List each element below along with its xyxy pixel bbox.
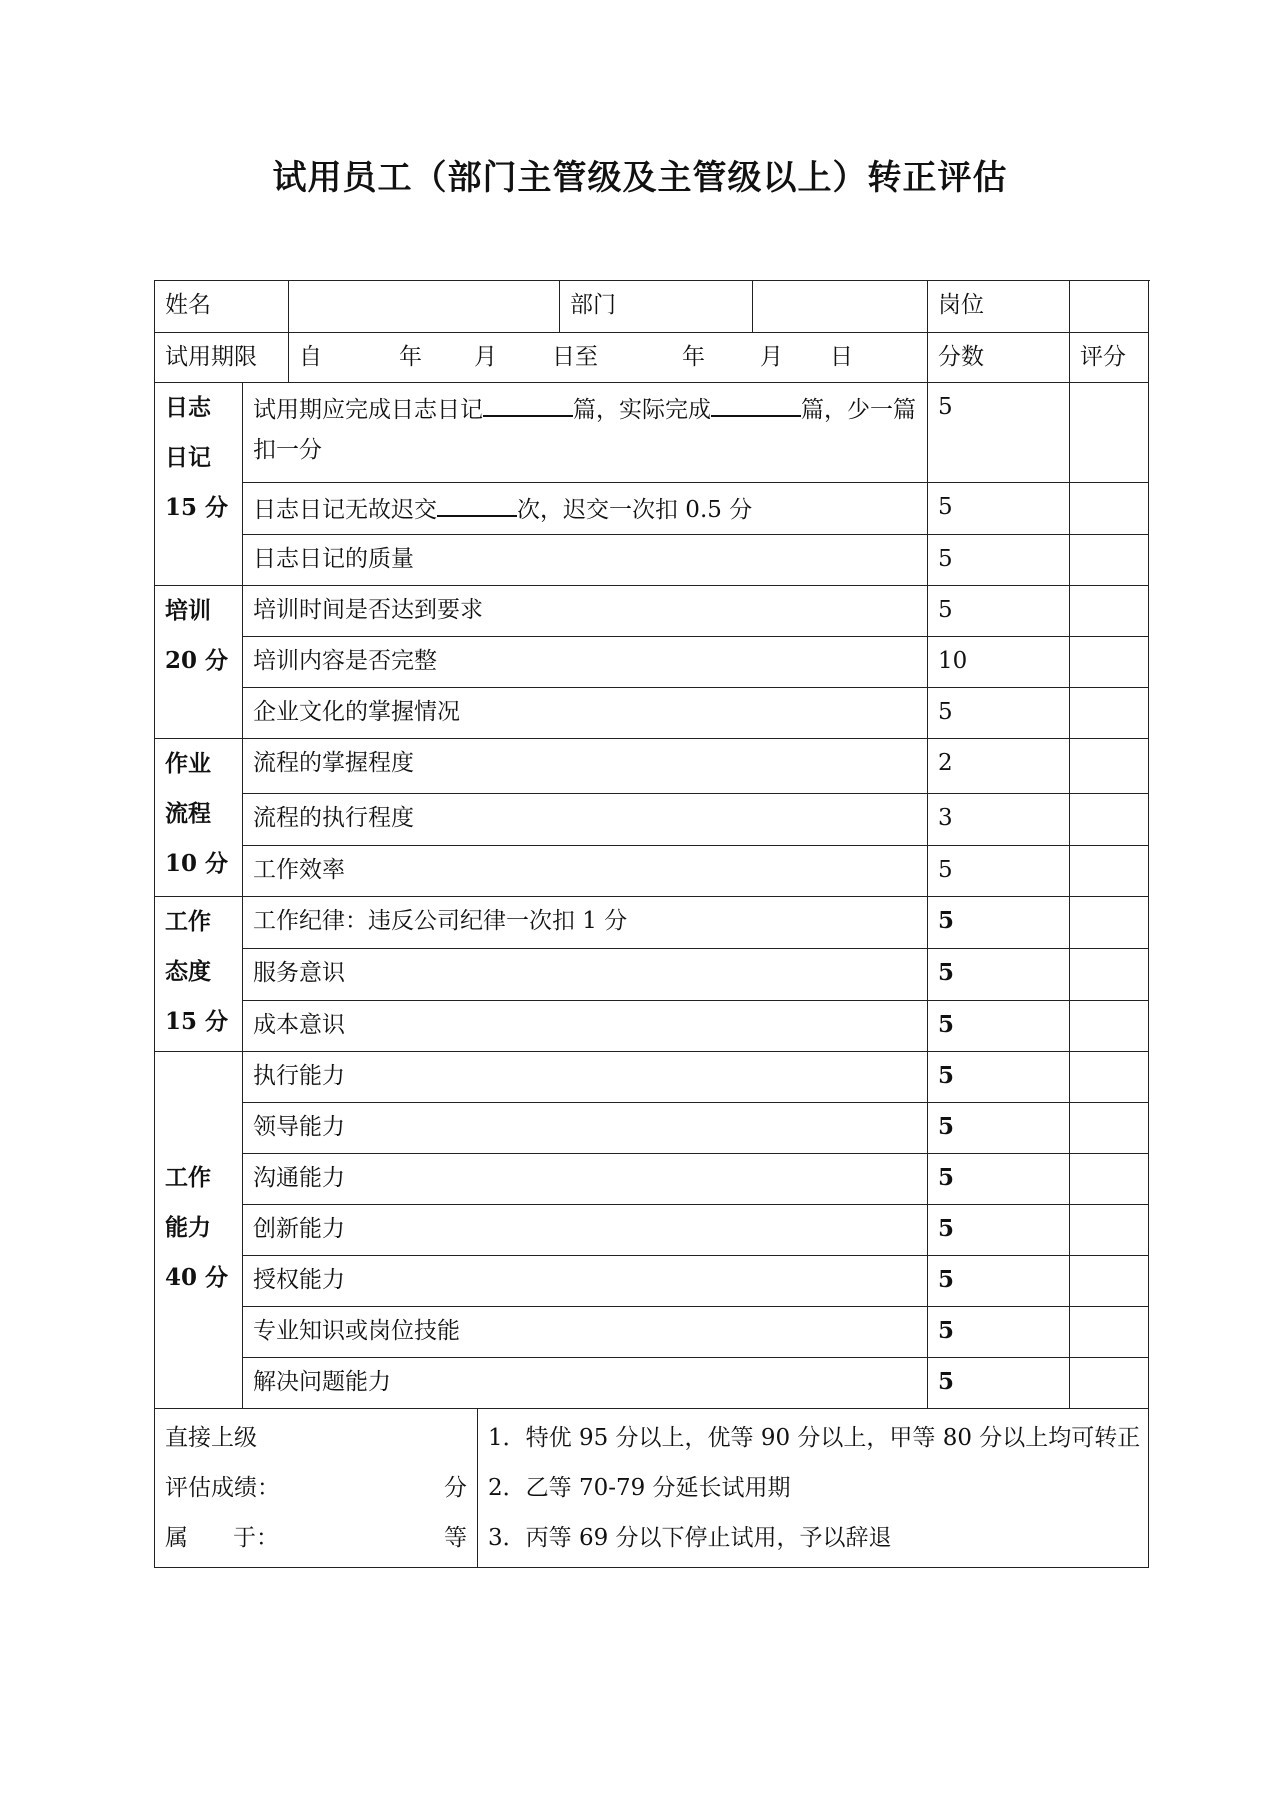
criterion-text: 创新能力 bbox=[243, 1205, 928, 1256]
category-attitude bbox=[155, 897, 243, 1052]
criterion-score: 5 bbox=[928, 846, 1070, 897]
rating-cell[interactable] bbox=[1070, 897, 1149, 949]
criterion-score: 5 bbox=[928, 483, 1070, 535]
criterion-text: 流程的执行程度 bbox=[243, 794, 928, 846]
criterion-part: 试用期应完成日志日记 bbox=[253, 397, 483, 423]
rule-line: 3．丙等 69 分以下停止试用，予以辞退 bbox=[488, 1525, 892, 1551]
rating-header: 评分 bbox=[1070, 333, 1149, 383]
period-from: 自 bbox=[299, 344, 322, 370]
supervisor-assessment bbox=[155, 1409, 478, 1568]
actual-count-blank[interactable] bbox=[711, 387, 801, 417]
rule-line: 2．乙等 70-79 分延长试用期 bbox=[488, 1475, 791, 1501]
criterion-score: 5 bbox=[928, 688, 1070, 739]
period-label: 试用期限 bbox=[155, 333, 289, 383]
rule-line: 1．特优 95 分以上，优等 90 分以上，甲等 80 分以上均可转正 bbox=[488, 1425, 1141, 1451]
category-line: 态度 bbox=[165, 958, 211, 985]
criterion-text: 授权能力 bbox=[243, 1256, 928, 1307]
criterion-text: 执行能力 bbox=[243, 1052, 928, 1103]
rating-cell[interactable] bbox=[1070, 1000, 1149, 1051]
criterion-score: 10 bbox=[928, 637, 1070, 688]
criterion-score: 5 bbox=[928, 1154, 1070, 1205]
rating-cell[interactable] bbox=[1070, 483, 1149, 535]
category-log bbox=[155, 383, 243, 586]
category-line: 15 分 bbox=[165, 1008, 229, 1035]
criterion-text: 解决问题能力 bbox=[243, 1358, 928, 1409]
period-field[interactable] bbox=[289, 333, 928, 383]
criterion-score: 5 bbox=[928, 586, 1070, 637]
criterion-text: 沟通能力 bbox=[243, 1154, 928, 1205]
criterion-score: 5 bbox=[928, 383, 1070, 483]
criterion-score: 5 bbox=[928, 1205, 1070, 1256]
criterion-score: 5 bbox=[928, 1103, 1070, 1154]
page-title: 试用员工（部门主管级及主管级以上）转正评估 bbox=[272, 158, 1008, 198]
position-field[interactable] bbox=[1070, 281, 1149, 333]
grading-rules bbox=[478, 1409, 1149, 1568]
category-line: 40 分 bbox=[165, 1264, 229, 1291]
criterion-score: 5 bbox=[928, 1052, 1070, 1103]
period-day-2: 日 bbox=[830, 344, 853, 370]
period-day-to: 日至 bbox=[552, 344, 598, 370]
rating-cell[interactable] bbox=[1070, 1358, 1149, 1409]
criterion-text bbox=[243, 483, 928, 535]
belongs-label: 属 bbox=[165, 1525, 188, 1551]
criterion-part: 次，迟交一次扣 0.5 分 bbox=[517, 497, 753, 523]
supervisor-label: 直接上级 bbox=[165, 1425, 257, 1451]
name-field[interactable] bbox=[289, 281, 560, 333]
score-label: 评估成绩： bbox=[165, 1475, 280, 1501]
rating-cell[interactable] bbox=[1070, 586, 1149, 637]
criterion-score: 5 bbox=[928, 897, 1070, 949]
criterion-text: 企业文化的掌握情况 bbox=[243, 688, 928, 739]
dept-label-cell bbox=[560, 281, 753, 333]
category-ability bbox=[155, 1052, 243, 1409]
score-line bbox=[165, 1463, 467, 1513]
position-label: 岗位 bbox=[928, 281, 1070, 333]
criterion-score: 5 bbox=[928, 949, 1070, 1000]
rating-cell[interactable] bbox=[1070, 1205, 1149, 1256]
period-year-1: 年 bbox=[399, 344, 422, 370]
category-line: 工作 bbox=[165, 908, 211, 935]
category-line: 工作 bbox=[165, 1164, 211, 1191]
criterion-text: 工作纪律：违反公司纪律一次扣 1 分 bbox=[243, 897, 928, 949]
name-label: 姓名 bbox=[155, 281, 289, 333]
rating-cell[interactable] bbox=[1070, 535, 1149, 586]
category-line: 作业 bbox=[165, 750, 211, 777]
category-line: 10 分 bbox=[165, 850, 229, 877]
criterion-text: 培训内容是否完整 bbox=[243, 637, 928, 688]
rating-cell[interactable] bbox=[1070, 1256, 1149, 1307]
criterion-text: 流程的掌握程度 bbox=[243, 739, 928, 794]
criterion-score: 2 bbox=[928, 739, 1070, 794]
criterion-score: 5 bbox=[928, 1307, 1070, 1358]
category-training bbox=[155, 586, 243, 739]
criterion-text: 培训时间是否达到要求 bbox=[243, 586, 928, 637]
category-line: 培训 bbox=[165, 597, 211, 624]
score-header: 分数 bbox=[928, 333, 1070, 383]
criterion-text bbox=[243, 383, 928, 483]
criterion-text: 成本意识 bbox=[243, 1000, 928, 1051]
criterion-score: 5 bbox=[928, 1256, 1070, 1307]
rating-cell[interactable] bbox=[1070, 688, 1149, 739]
planned-count-blank[interactable] bbox=[483, 387, 573, 417]
late-count-blank[interactable] bbox=[437, 487, 517, 517]
rating-cell[interactable] bbox=[1070, 1052, 1149, 1103]
rating-cell[interactable] bbox=[1070, 1154, 1149, 1205]
criterion-part: 日志日记无故迟交 bbox=[253, 497, 437, 523]
criterion-text: 领导能力 bbox=[243, 1103, 928, 1154]
belongs-colon: 于： bbox=[233, 1525, 279, 1551]
dept-field[interactable] bbox=[753, 281, 928, 333]
rating-cell[interactable] bbox=[1070, 949, 1149, 1000]
criterion-text: 专业知识或岗位技能 bbox=[243, 1307, 928, 1358]
criterion-score: 5 bbox=[928, 1358, 1070, 1409]
criterion-text: 工作效率 bbox=[243, 846, 928, 897]
rating-cell[interactable] bbox=[1070, 794, 1149, 846]
period-year-2: 年 bbox=[682, 344, 705, 370]
rating-cell[interactable] bbox=[1070, 383, 1149, 483]
grade-unit: 等 bbox=[444, 1525, 467, 1551]
criterion-part: 篇，实际完成 bbox=[573, 397, 711, 423]
category-line: 日志 bbox=[165, 394, 211, 421]
criterion-text: 日志日记的质量 bbox=[243, 535, 928, 586]
category-line: 流程 bbox=[165, 800, 211, 827]
category-workflow bbox=[155, 739, 243, 897]
period-month-1: 月 bbox=[474, 344, 497, 370]
rating-cell[interactable] bbox=[1070, 846, 1149, 897]
evaluation-form bbox=[154, 280, 1149, 1568]
period-month-2: 月 bbox=[760, 344, 783, 370]
criterion-score: 5 bbox=[928, 535, 1070, 586]
category-line: 15 分 bbox=[165, 494, 229, 521]
criterion-score: 5 bbox=[928, 1000, 1070, 1051]
category-line: 日记 bbox=[165, 444, 211, 471]
rating-cell[interactable] bbox=[1070, 1307, 1149, 1358]
category-line: 20 分 bbox=[165, 647, 229, 674]
criterion-score: 3 bbox=[928, 794, 1070, 846]
criterion-text: 服务意识 bbox=[243, 949, 928, 1000]
grade-line bbox=[165, 1513, 467, 1563]
dept-label-text: 部门 bbox=[570, 292, 616, 318]
rating-cell[interactable] bbox=[1070, 739, 1149, 794]
score-unit: 分 bbox=[444, 1475, 467, 1501]
rating-cell[interactable] bbox=[1070, 1103, 1149, 1154]
criterion-part: 篇，少一篇扣一分 bbox=[253, 397, 916, 463]
category-line: 能力 bbox=[165, 1214, 211, 1241]
rating-cell[interactable] bbox=[1070, 637, 1149, 688]
